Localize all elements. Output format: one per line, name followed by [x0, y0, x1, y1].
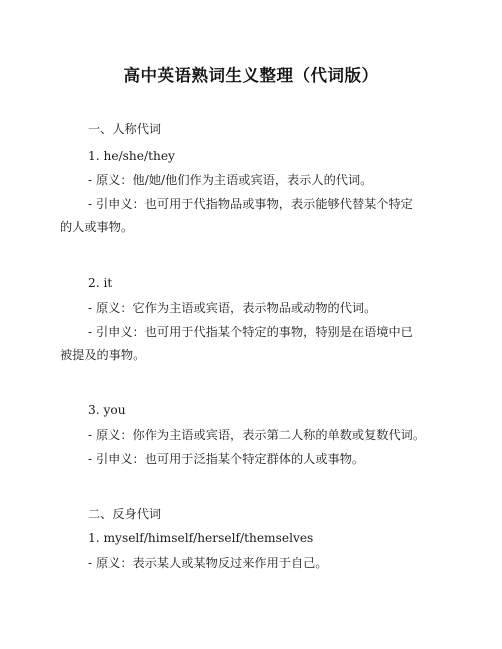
original-meaning: - 原义：它作为主语或宾语，表示物品或动物的代词。: [88, 301, 377, 315]
section-heading: 一、人称代词: [88, 122, 162, 136]
term-heading: 2. it: [88, 276, 113, 290]
term-heading: 1. myself/himself/herself/themselves: [88, 531, 314, 545]
document-title: 高中英语熟词生义整理（代词版）: [123, 66, 379, 85]
term-heading: 3. you: [88, 403, 126, 417]
original-meaning: - 原义：他/她/他们作为主语或宾语，表示人的代词。: [88, 173, 373, 187]
extended-meaning-continued: 的人或事物。: [60, 220, 134, 234]
extended-meaning: - 引申义：也可用于泛指某个特定群体的人或事物。: [88, 452, 365, 466]
original-meaning: - 原义：表示某人或某物反过来作用于自己。: [88, 556, 328, 570]
extended-meaning: - 引申义：也可用于代指某个特定的事物，特别是在语境中已: [88, 325, 413, 339]
extended-meaning: - 引申义：也可用于代指物品或事物，表示能够代替某个特定: [88, 197, 413, 211]
section-heading: 二、反身代词: [88, 507, 162, 521]
term-heading: 1. he/she/they: [88, 149, 175, 163]
original-meaning: - 原义：你作为主语或宾语，表示第二人称的单数或复数代词。: [88, 428, 426, 442]
extended-meaning-continued: 被提及的事物。: [60, 348, 146, 362]
